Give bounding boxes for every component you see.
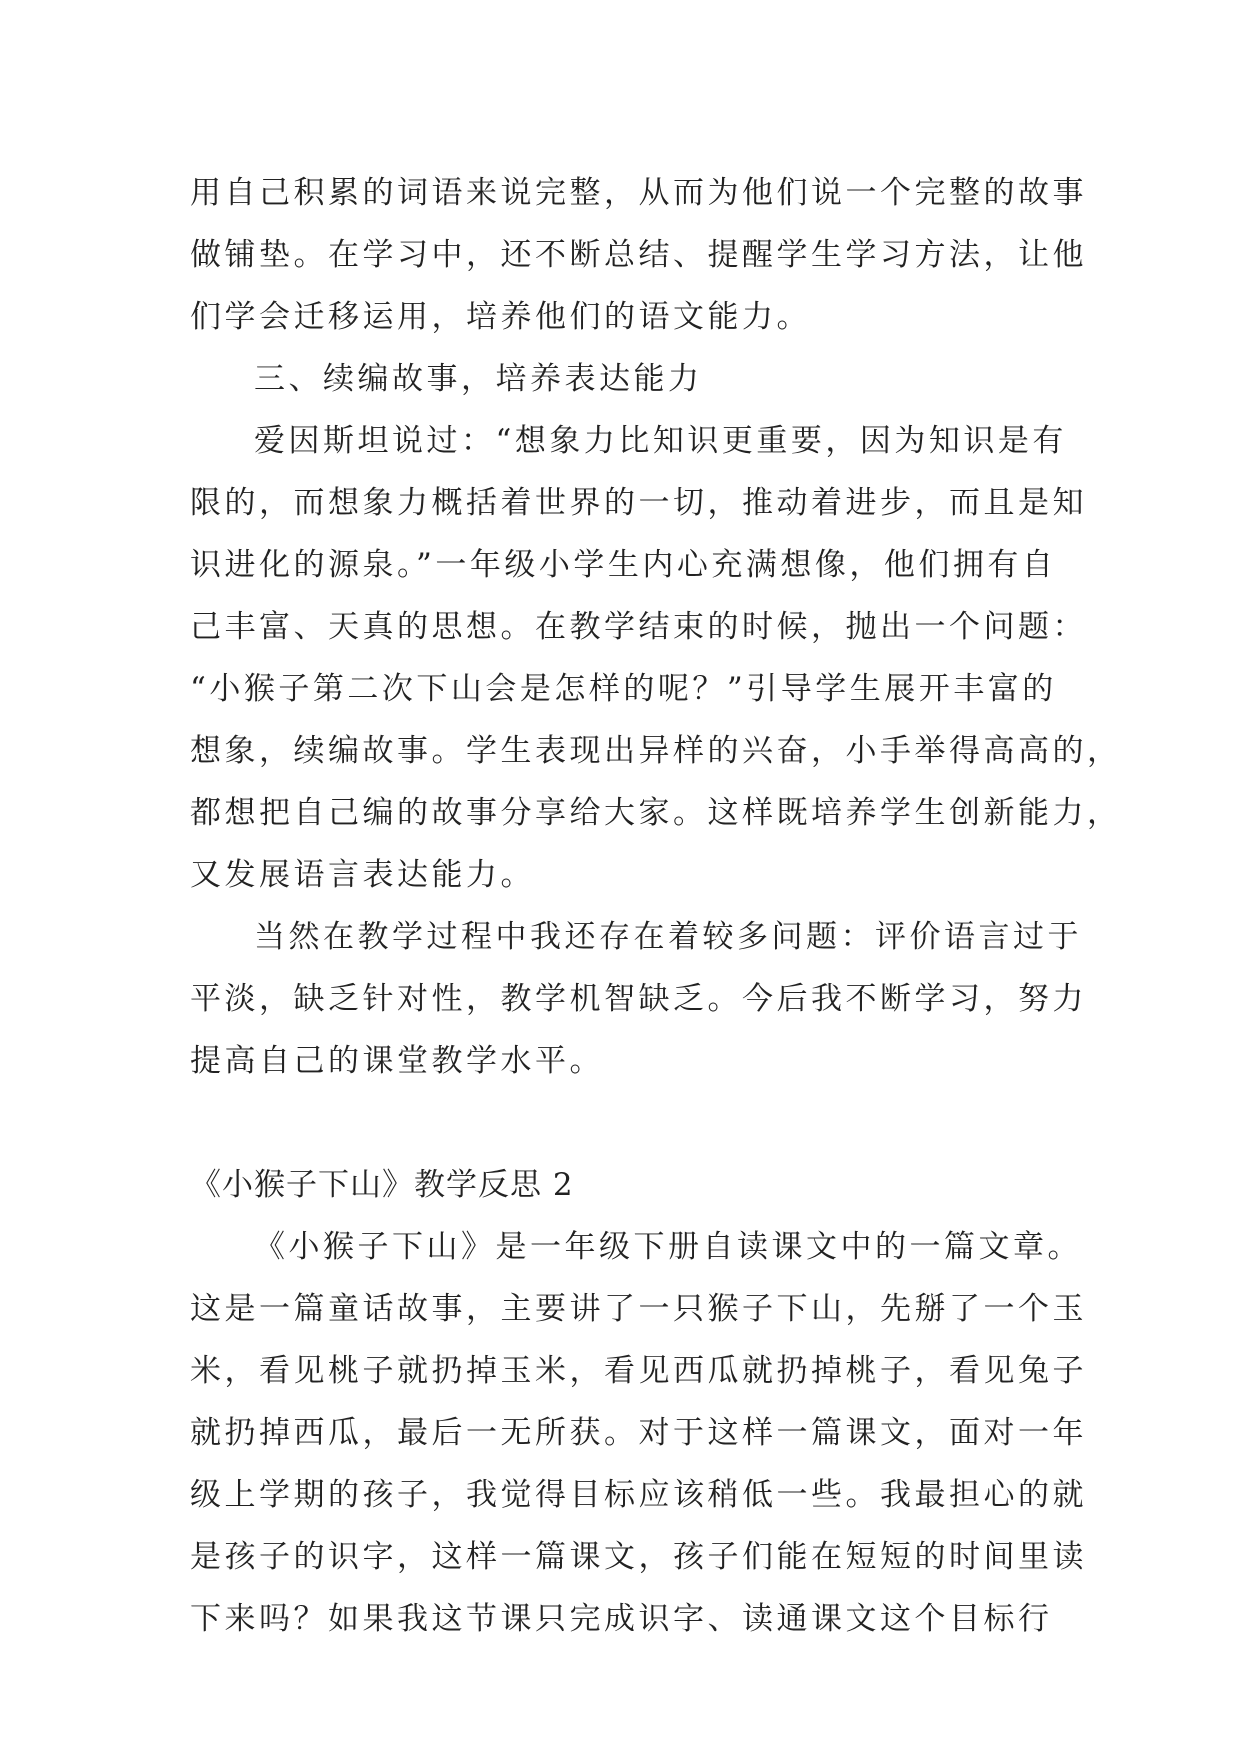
body-text-line: 限的，而想象力概括着世界的一切，推动着进步，而且是知	[190, 485, 1087, 521]
body-text-line: 是孩子的识字，这样一篇课文，孩子们能在短短的时间里读	[190, 1539, 1087, 1575]
body-text-line: 识进化的源泉。”一年级小学生内心充满想像，他们拥有自	[190, 547, 1057, 583]
body-text-line: 这是一篇童话故事，主要讲了一只猴子下山，先掰了一个玉	[190, 1291, 1087, 1327]
body-text-line: 平淡，缺乏针对性，教学机智缺乏。今后我不断学习，努力	[190, 981, 1087, 1017]
section-spacer	[190, 1092, 1066, 1154]
body-text-line: 级上学期的孩子，我觉得目标应该稍低一些。我最担心的就	[190, 1477, 1087, 1513]
body-text-line: 想象，续编故事。学生表现出异样的兴奋，小手举得高高的，	[190, 733, 1122, 769]
body-text-line: 提高自己的课堂教学水平。	[190, 1043, 604, 1079]
body-text-line: 下来吗？如果我这节课只完成识字、读通课文这个目标行	[190, 1601, 1053, 1637]
body-text-line: 用自己积累的词语来说完整，从而为他们说一个完整的故事	[190, 175, 1087, 211]
section-title: 《小猴子下山》教学反思 2	[190, 1167, 574, 1203]
section-heading: 三、续编故事，培养表达能力	[254, 361, 703, 397]
body-text-line: 爱因斯坦说过：“想象力比知识更重要，因为知识是有	[254, 423, 1067, 459]
body-text-line: “小猴子第二次下山会是怎样的呢？”引导学生展开丰富的	[190, 671, 1057, 707]
body-text-line: 《小猴子下山》是一年级下册自读课文中的一篇文章。	[254, 1229, 1082, 1265]
body-text-line: 就扔掉西瓜，最后一无所获。对于这样一篇课文，面对一年	[190, 1415, 1087, 1451]
body-text-line: 己丰富、天真的思想。在教学结束的时候，抛出一个问题：	[190, 609, 1087, 645]
body-text-line: 做铺垫。在学习中，还不断总结、提醒学生学习方法，让他	[190, 237, 1087, 273]
body-text-line: 米，看见桃子就扔掉玉米，看见西瓜就扔掉桃子，看见兔子	[190, 1353, 1087, 1389]
body-text-line: 又发展语言表达能力。	[190, 857, 535, 893]
body-text-line: 们学会迁移运用，培养他们的语文能力。	[190, 299, 811, 335]
document-body	[190, 162, 1122, 1650]
body-text-line: 都想把自己编的故事分享给大家。这样既培养学生创新能力，	[190, 795, 1122, 831]
body-text-line: 当然在教学过程中我还存在着较多问题：评价语言过于	[254, 919, 1082, 955]
